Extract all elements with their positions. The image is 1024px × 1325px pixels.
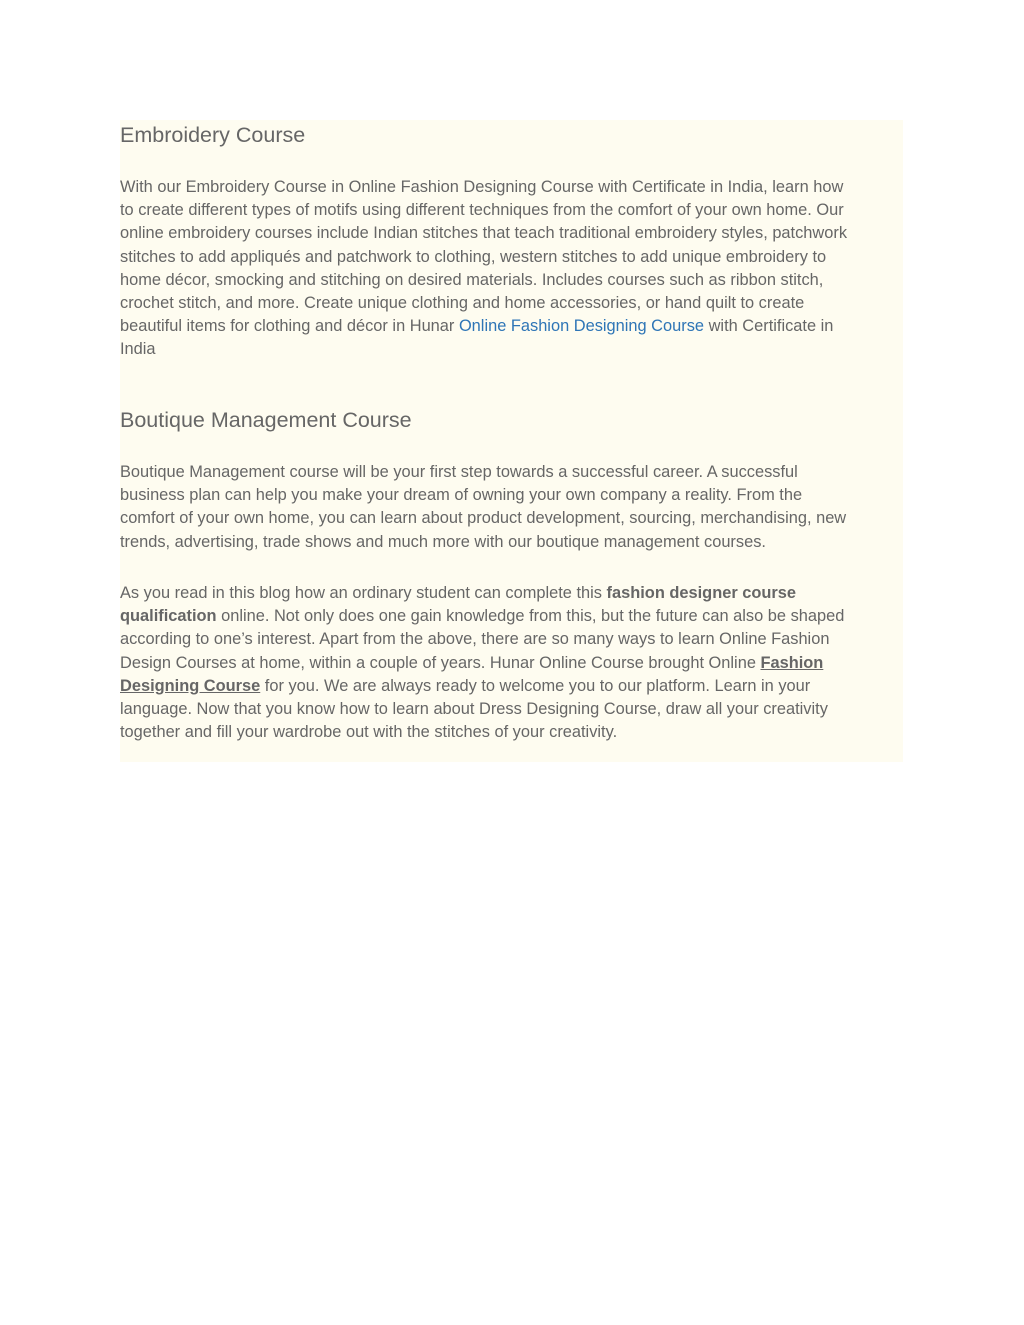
paragraph-line: online embroidery courses include Indian stitches that teach traditional embroidery styles, patchwork — [120, 224, 848, 243]
paragraph-line: business plan can help you make your dream of owning your own company a reality. From the — [120, 486, 803, 505]
paragraph-line: language. Now that you know how to learn about Dress Designing Course, draw all your creativity — [120, 700, 828, 719]
paragraph-line — [120, 582, 903, 605]
boutique-management-paragraph — [120, 461, 903, 554]
paragraph-line: Boutique Management course will be your first step towards a successful career. A successful — [120, 463, 798, 481]
paragraph-line: stitches to add appliqués and patchwork to clothing, western stitches to add unique embroidery to — [120, 247, 827, 266]
paragraph-line: together and fill your wardrobe out with the stitches of your creativity. — [120, 723, 618, 742]
fashion-designing-course-link[interactable]: Designing Course — [120, 676, 261, 695]
paragraph-text: for you. We are always ready to welcome you to our platform. Learn in your — [260, 676, 811, 695]
paragraph-line — [120, 652, 903, 675]
paragraph-line: home décor, smocking and stitching on desired materials. Includes courses such as ribbon stitch, — [120, 270, 824, 289]
paragraph-line: comfort of your own home, you can learn about product development, sourcing, merchandising, new — [120, 509, 847, 528]
paragraph-text: beautiful items for clothing and décor in Hunar — [120, 317, 459, 336]
fashion-designing-course-link[interactable]: Fashion — [760, 653, 824, 672]
paragraph-line — [120, 605, 903, 628]
boutique-management-course-heading: Boutique Management Course — [120, 408, 412, 432]
embroidery-course-paragraph — [120, 176, 903, 362]
paragraph-line: With our Embroidery Course in Online Fashion Designing Course with Certificate in India, learn how — [120, 178, 844, 196]
paragraph-line — [120, 675, 903, 698]
closing-paragraph — [120, 582, 903, 744]
paragraph-text: with Certificate in — [704, 317, 834, 336]
article-content-block — [120, 120, 903, 762]
paragraph-line — [120, 315, 903, 338]
online-fashion-designing-course-link[interactable]: Online Fashion Designing Course — [458, 317, 705, 336]
bold-phrase: fashion designer course — [606, 584, 796, 602]
bold-phrase: qualification — [120, 607, 217, 626]
paragraph-line: trends, advertising, trade shows and much more with our boutique management courses. — [120, 532, 766, 551]
embroidery-course-heading: Embroidery Course — [120, 123, 306, 147]
paragraph-line: crochet stitch, and more. Create unique clothing and home accessories, or hand quilt to create — [120, 294, 805, 313]
paragraph-text: online. Not only does one gain knowledge from this, but the future can also be shaped — [216, 607, 845, 626]
paragraph-text: Design Courses at home, within a couple of years. Hunar Online Course brought Online — [120, 653, 761, 672]
paragraph-text: As you read in this blog how an ordinary student can complete this — [120, 584, 607, 602]
paragraph-line: according to one’s interest. Apart from the above, there are so many ways to learn Online Fashion — [120, 630, 830, 649]
paragraph-line: India — [120, 340, 156, 359]
paragraph-line: to create different types of motifs using different techniques from the comfort of your own home. Our — [120, 201, 844, 220]
